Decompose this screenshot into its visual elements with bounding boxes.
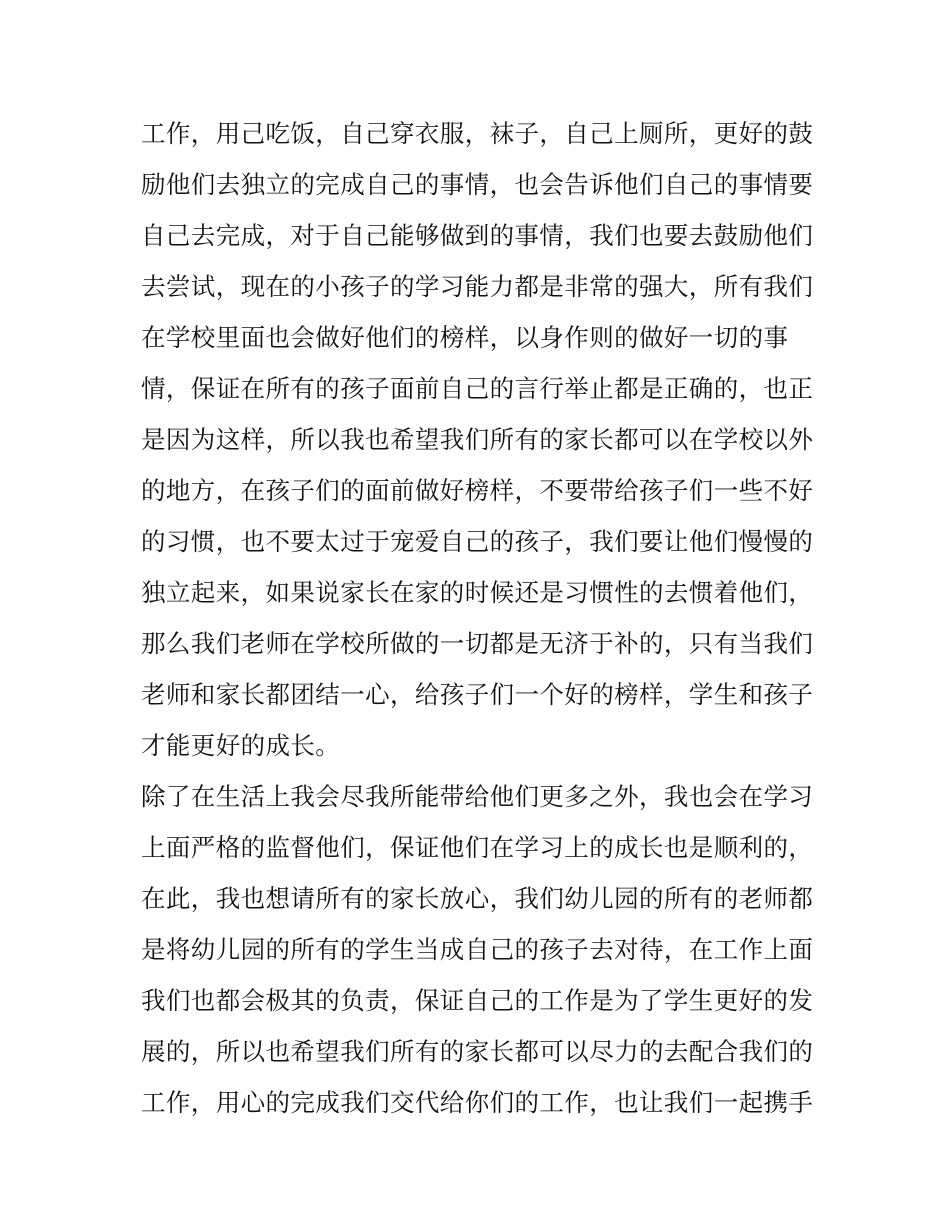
text-line: 是因为这样，所以我也希望我们所有的家长都可以在学校以外 (141, 425, 814, 454)
text-line: 那么我们老师在学校所做的一切都是无济于补的，只有当我们 (141, 629, 814, 658)
text-line: 在学校里面也会做好他们的榜样，以身作则的做好一切的事 (141, 323, 789, 352)
text-line: 除了在生活上我会尽我所能带给他们更多之外，我也会在学习 (141, 782, 814, 811)
text-line: 独立起来，如果说家长在家的时候还是习惯性的去惯着他们， (141, 578, 814, 607)
body-text (141, 108, 816, 1128)
text-line: 是将幼儿园的所有的学生当成自己的孩子去对待，在工作上面 (141, 935, 814, 964)
text-line: 的习惯，也不要太过于宠爱自己的孩子，我们要让他们慢慢的 (141, 527, 814, 556)
text-line: 励他们去独立的完成自己的事情，也会告诉他们自己的事情要 (141, 170, 814, 199)
text-line: 去尝试，现在的小孩子的学习能力都是非常的强大，所有我们 (141, 272, 814, 301)
text-line: 老师和家长都团结一心，给孩子们一个好的榜样，学生和孩子 (141, 680, 814, 709)
text-line: 情，保证在所有的孩子面前自己的言行举止都是正确的，也正 (141, 374, 814, 403)
text-line: 工作，用心的完成我们交代给你们的工作，也让我们一起携手 (141, 1088, 814, 1117)
text-line: 自己去完成，对于自己能够做到的事情，我们也要去鼓励他们 (141, 221, 814, 250)
text-line: 工作，用己吃饭，自己穿衣服，袜子，自己上厕所，更好的鼓 (141, 119, 814, 148)
text-line: 上面严格的监督他们，保证他们在学习上的成长也是顺利的， (141, 833, 814, 862)
text-line: 才能更好的成长。 (141, 731, 341, 760)
text-line: 我们也都会极其的负责，保证自己的工作是为了学生更好的发 (141, 986, 814, 1015)
text-line: 的地方，在孩子们的面前做好榜样，不要带给孩子们一些不好 (141, 476, 814, 505)
text-line: 在此，我也想请所有的家长放心，我们幼儿园的所有的老师都 (141, 884, 814, 913)
text-line: 展的，所以也希望我们所有的家长都可以尽力的去配合我们的 (141, 1037, 814, 1066)
